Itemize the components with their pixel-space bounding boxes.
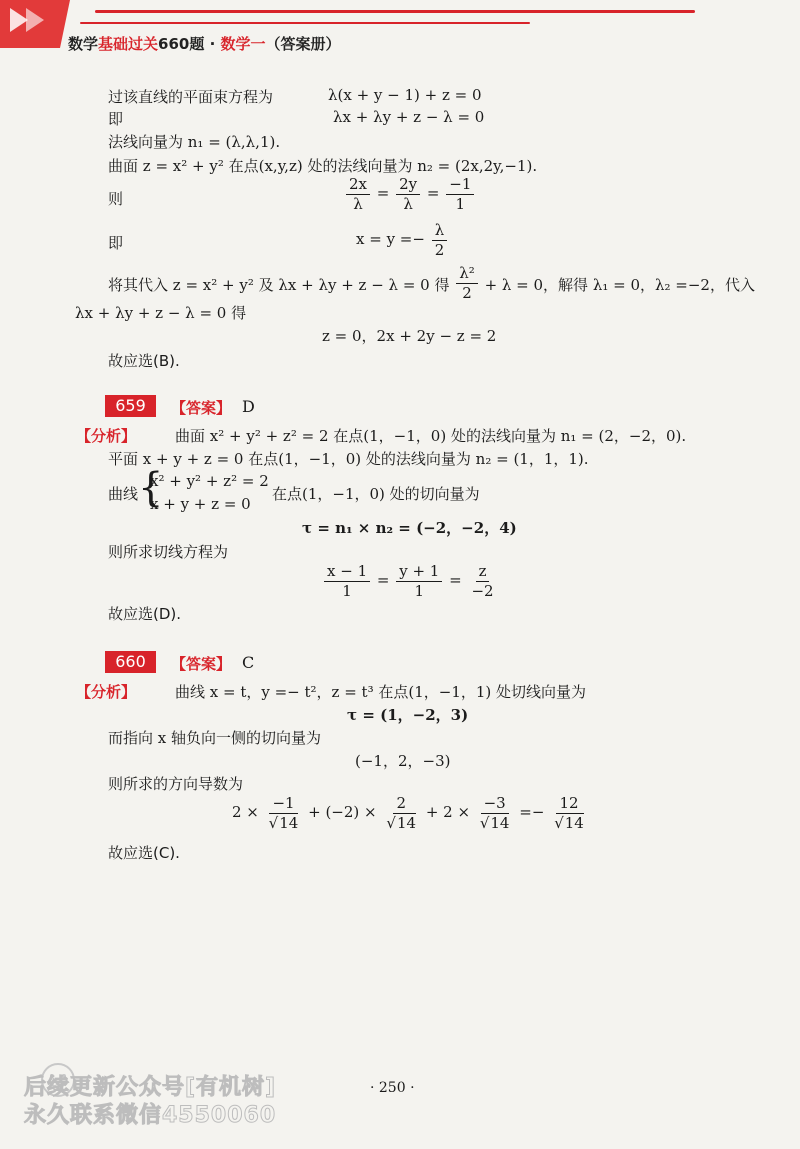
conclusion-d: 故应选(D). [108, 605, 182, 623]
fraction: $\frac{-3}{√14}$ [479, 794, 510, 832]
then-label: 则 [108, 190, 124, 208]
answer-label-660: 【答案】 [171, 655, 232, 673]
plane-equation-expanded: λx + λy + z − λ = 0 [333, 108, 485, 126]
p659-then-line: 则所求切线方程为 [108, 543, 229, 561]
substitution-line: 将其代入 z = x² + y² 及 λx + λy + z − λ = 0 得 $\frac{\text{λ²}}{2}$ + λ = 0，解得 λ₁ = 0，λ₂ =−2，代入 [108, 264, 755, 302]
p660-curve-tangent: 曲线 x = t，y =− t²，z = t³ 在点(1，−1，1) 处切线向量为 [175, 683, 587, 701]
fraction: $\frac{\lambda}{2}$ [432, 222, 448, 258]
p660-directional-derivative-label: 则所求的方向导数为 [108, 775, 244, 793]
analysis-label-660: 【分析】 [76, 683, 137, 701]
plane-pencil-equation: λ(x + y − 1) + z = 0 [328, 86, 482, 104]
p659-sphere-normal: 曲面 x² + y² + z² = 2 在点(1，−1，0) 处的法线向量为 n₁ = (2，−2，0). [175, 427, 687, 445]
watermark-line-1: 后续更新公众号[有机树] [24, 1075, 277, 1100]
title-part-3: 660题 [158, 35, 205, 53]
p659-tau-equation: τ = n₁ × n₂ = (−2，−2，4) [302, 519, 517, 537]
fraction: $\frac{\text{λ²}}{2}$ [456, 265, 478, 301]
answer-659: D [242, 397, 255, 416]
plane-pencil-label: 过该直线的平面束方程为 [108, 88, 274, 106]
fraction: $\frac{z}{-2}$ [471, 562, 494, 600]
answer-660: C [242, 653, 255, 672]
corner-arrow-icon [0, 0, 70, 48]
fraction: $\frac{x - 1}{1}$ [324, 563, 370, 599]
answer-label-659: 【答案】 [171, 399, 232, 417]
p660-directional-derivative-equation: 2 × $\frac{-1}{√14}$ + (−2) × $\frac{2}{√14}$ + 2 × $\frac{-3}{√14}$ =− $\frac{12}{√14}$ [232, 795, 589, 831]
normal-vector-n1-line: 法线向量为 n₁ = (λ,λ,1). [108, 133, 281, 151]
p659-plane-normal: 平面 x + y + z = 0 在点(1，−1，0) 处的法线向量为 n₂ = (1，1，1). [108, 450, 589, 468]
page-number: · 250 · [370, 1080, 415, 1096]
p660-direction-vector: (−1，2，−3) [355, 752, 451, 770]
problem-number-660: 660 [105, 651, 156, 673]
p660-tau-equation: τ = (1，−2，3) [347, 706, 469, 724]
fraction: $\frac{2y}{\lambda}$ [396, 176, 420, 212]
conclusion-c: 故应选(C). [108, 844, 180, 862]
p660-negative-direction: 而指向 x 轴负向一侧的切向量为 [108, 729, 321, 747]
title-part-2: 基础过关 [98, 35, 159, 53]
system-eq-1: x² + y² + z² = 2 [150, 472, 269, 490]
ratio-equation: $\frac{2x}{\lambda}$ = $\frac{2y}{\lambda}$ = $\frac{-1}{1}$ [344, 176, 476, 212]
title-dot: · [209, 35, 216, 53]
problem-number-659: 659 [105, 395, 156, 417]
fraction: $\frac{-1}{1}$ [446, 176, 474, 212]
result-equations: z = 0，2x + 2y − z = 2 [322, 327, 497, 345]
title-part-1: 数学 [68, 35, 99, 53]
system-brace: { [138, 465, 164, 511]
ie-label-2: 即 [108, 234, 124, 252]
header-rule-mid [80, 22, 530, 24]
watermark-line-2: 永久联系微信4550060 [24, 1103, 277, 1128]
p659-curve-tangent-text: 在点(1，−1，0) 处的切向量为 [272, 485, 480, 503]
p659-tangent-line-equation: $\frac{x - 1}{1}$ = $\frac{y + 1}{1}$ = $\frac{z}{-2}$ [322, 563, 499, 599]
fraction: $\frac{y + 1}{1}$ [396, 563, 442, 599]
book-title [68, 33, 341, 54]
surface-normal-line: 曲面 z = x² + y² 在点(x,y,z) 处的法线向量为 n₂ = (2x,2y,−1). [108, 157, 538, 175]
conclusion-b: 故应选(B). [108, 352, 180, 370]
fraction: $\frac{-1}{√14}$ [268, 794, 299, 832]
ie-label-1: 即 [108, 110, 124, 128]
fraction: $\frac{2x}{\lambda}$ [346, 176, 370, 212]
fraction: $\frac{2}{√14}$ [386, 794, 417, 832]
analysis-label-659: 【分析】 [76, 427, 137, 445]
fraction: $\frac{12}{√14}$ [554, 794, 584, 832]
xy-equation: x = y =− $\frac{\lambda}{2}$ [356, 222, 449, 258]
substitution-line-2: λx + λy + z − λ = 0 得 [75, 304, 247, 322]
title-part-4: 数学一 [220, 35, 266, 53]
header-rule-top [95, 10, 695, 13]
curve-label-659: 曲线 [108, 485, 139, 503]
title-part-5: （答案册） [265, 35, 341, 53]
system-eq-2: x + y + z = 0 [150, 495, 251, 513]
